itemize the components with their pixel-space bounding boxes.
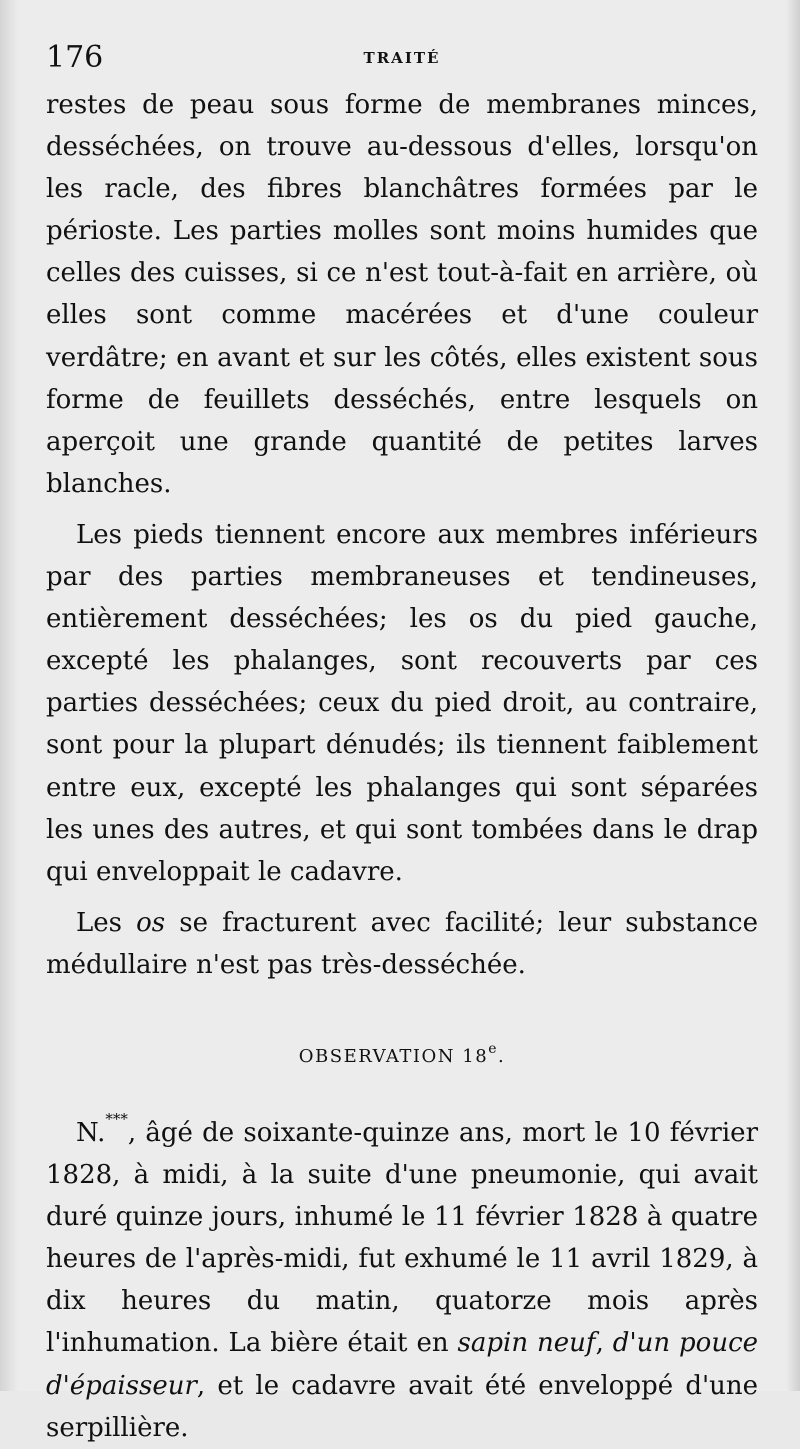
observation-title-sup: e	[488, 1040, 498, 1057]
observation-heading	[46, 1042, 758, 1072]
paragraph-os-italic: os	[136, 907, 166, 938]
body-text	[46, 84, 758, 1449]
paragraph-observation	[46, 1109, 759, 1449]
observation-sep: ,	[595, 1328, 613, 1359]
page-number: 176	[46, 40, 104, 75]
paragraph-os	[46, 902, 758, 986]
observation-title: OBSERVATION 18	[298, 1045, 489, 1067]
paragraph-pieds: Les pieds tiennent encore aux membres inférieurs par des parties membraneuses et tendineuses, entièrement desséchées; les os du pied gauche, excepté les phalanges, sont recouverts par ces parties desséchées; ceux du pied droit, au contraire, sont pour la plupart dénudés; ils tiennent faiblement entre eux, excepté les phalanges qui sont séparées les unes des autres, et qui sont tombées dans le drap qui enveloppait le cadavre.	[46, 519, 758, 887]
paragraph-os-post: se fracturent avec facilité; leur substance médullaire n'est pas très-desséchée.	[46, 907, 758, 980]
observation-text-2: , et le cadavre avait été enveloppé d'une serpillière.	[46, 1370, 758, 1443]
page-header	[46, 38, 758, 78]
paragraph-os-pre: Les	[76, 907, 137, 938]
observation-text-1: , âgé de soixante-quinze ans, mort le 10 février 1828, à midi, à la suite d'une pneumonie, qui avait duré quinze jours, inhumé le 11 février 1828 à quatre heures de l'après-midi, fut exhumé le 11 avril 1829, à dix heures du matin, quatorze mois après l'inhumation. La bière était en	[46, 1117, 758, 1359]
observation-italic-2: d'un pouce d'épaisseur	[46, 1328, 759, 1401]
paragraph-continued: restes de peau sous forme de membranes minces, desséchées, on trouve au-dessous d'elles, lorsqu'on les racle, des fibres blanchâtres formées par le périoste. Les parties molles sont moins humides que celles des cuisses, si ce n'est tout-à-fait en arrière, où elles sont comme macérées et d'une couleur verdâtre; en avant et sur les côtés, elles existent sous forme de feuillets desséchés, entre lesquels on aperçoit une grande quantité de petites larves blanches.	[46, 90, 758, 499]
running-title: TRAITÉ	[363, 49, 441, 67]
patient-stars: ***	[105, 1109, 128, 1128]
observation-title-end: .	[497, 1045, 506, 1067]
observation-italic-1: sapin neuf	[457, 1328, 596, 1359]
patient-name: N.	[76, 1117, 106, 1148]
